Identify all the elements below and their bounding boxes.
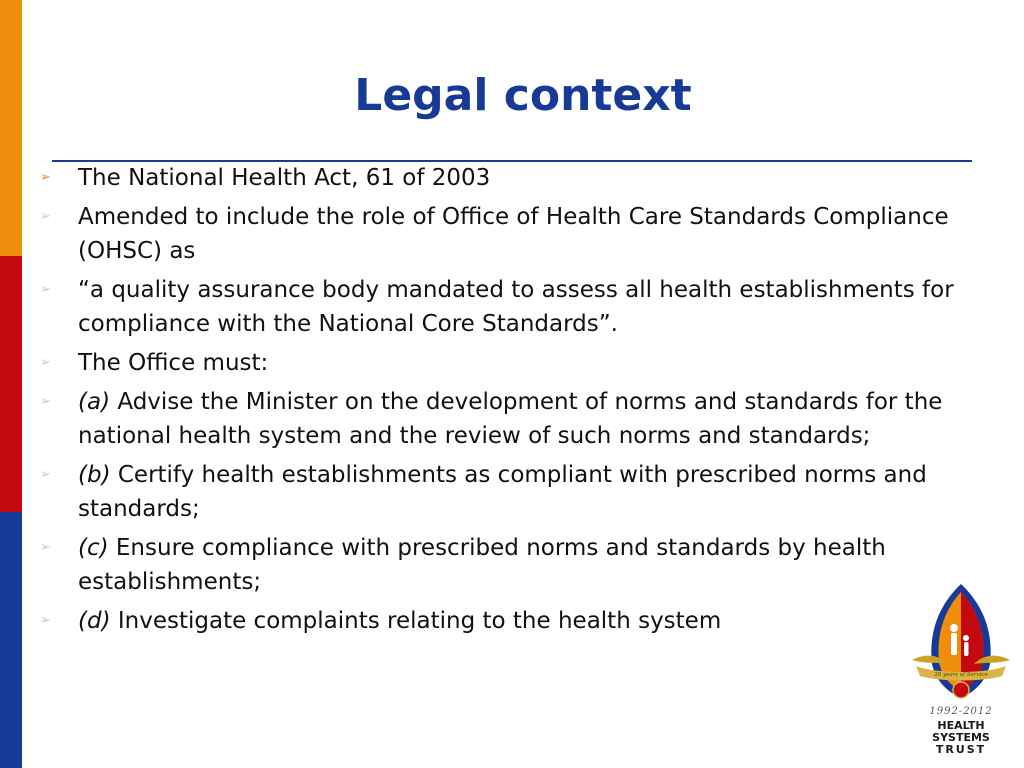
arrow-bullet-icon: ➢ <box>40 467 51 482</box>
logo-name-line3: TRUST <box>935 743 987 756</box>
arrow-bullet-icon: ➢ <box>40 282 51 297</box>
bullet-lead: (c) <box>78 535 109 561</box>
bullet-text: Investigate complaints relating to the health system <box>110 608 722 634</box>
bullet-text: The National Health Act, 61 of 2003 <box>78 165 491 191</box>
arrow-bullet-icon: ➢ <box>40 209 51 224</box>
bullet-text: “a quality assurance body mandated to assess all health establishments for compliance with the National Core Standards”. <box>78 277 954 337</box>
arrow-bullet-icon: ➢ <box>40 613 51 628</box>
logo-emblem-icon <box>906 578 1016 706</box>
arrow-bullet-icon: ➢ <box>40 170 51 185</box>
arrow-bullet-icon: ➢ <box>40 540 51 555</box>
bullet-item <box>40 346 1000 380</box>
logo-years: 1992-2012 <box>929 706 993 717</box>
bullet-lead: (d) <box>78 608 111 634</box>
bullet-text: Advise the Minister on the development of norms and standards for the national health system and the review of such norms and standards; <box>78 389 943 449</box>
slide-title: Legal context <box>354 70 692 121</box>
health-systems-trust-logo <box>906 578 1016 764</box>
bullet-item <box>40 531 1000 599</box>
side-bar-blue <box>0 512 22 768</box>
bullet-text: Ensure compliance with prescribed norms and standards by health establishments; <box>78 535 886 595</box>
logo-ribbon-text: 20 years of Service <box>934 672 988 678</box>
bullet-item <box>40 273 1000 341</box>
bullet-lead: (b) <box>78 462 111 488</box>
arrow-bullet-icon: ➢ <box>40 394 51 409</box>
logo-name-line1: HEALTH <box>937 719 985 732</box>
bullet-text: Amended to include the role of Office of Health Care Standards Compliance (OHSC) as <box>78 204 949 264</box>
arrow-bullet-icon: ➢ <box>40 355 51 370</box>
bullet-item <box>40 385 1000 453</box>
side-bar-red <box>0 256 22 512</box>
bullet-item <box>40 200 1000 268</box>
bullet-lead: (a) <box>78 389 111 415</box>
bullet-list <box>40 161 1000 643</box>
logo-name-line2: SYSTEMS <box>932 731 990 744</box>
bullet-text: The Office must: <box>78 350 269 376</box>
bullet-item <box>40 604 1000 638</box>
side-bar-orange <box>0 0 22 256</box>
bullet-item <box>40 458 1000 526</box>
bullet-text: Certify health establishments as compliant with prescribed norms and standards; <box>78 462 927 522</box>
bullet-item <box>40 161 1000 195</box>
